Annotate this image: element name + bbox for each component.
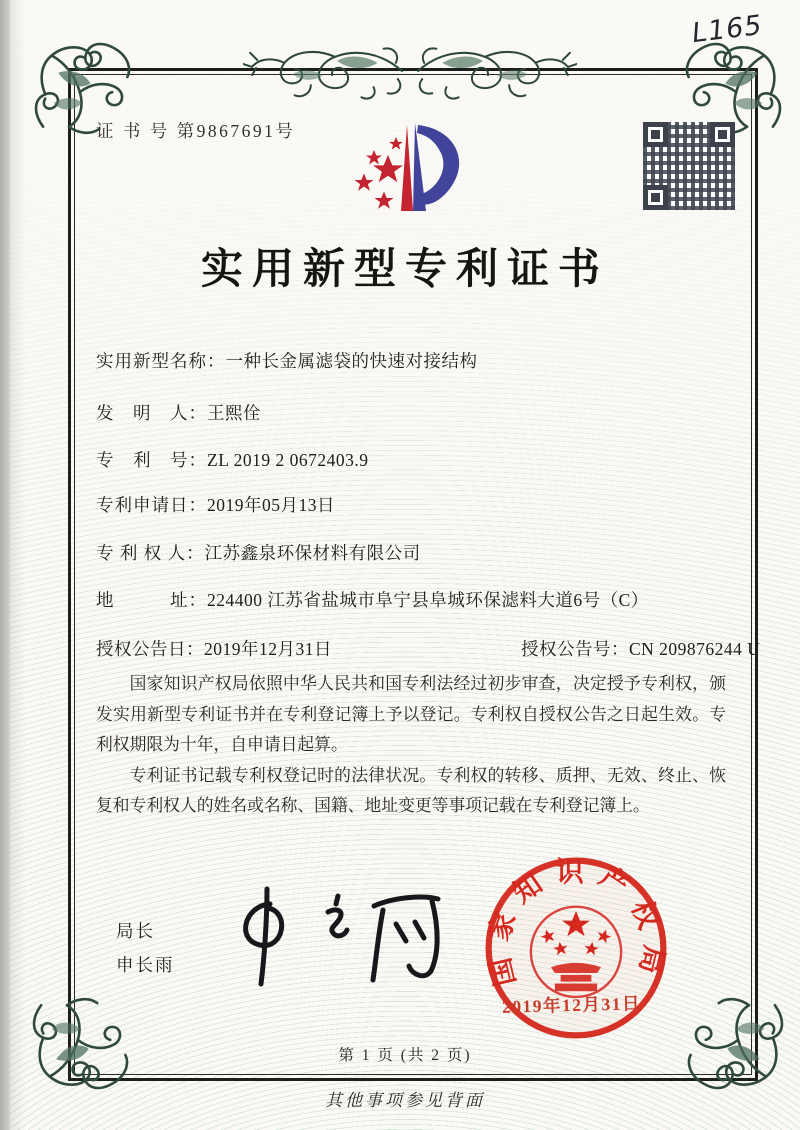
field-value: 江苏鑫泉环保材料有限公司 <box>204 543 421 563</box>
body-paragraph: 国家知识产权局依照中华人民共和国专利法经过初步审查，决定授予专利权，颁发实用新型专利证书并在专利登记簿上予以登记。专利权自授权公告之日起生效。专利权期限为十年，自申请日起算。 <box>96 674 726 755</box>
field-label: 专利申请日： <box>96 495 207 515</box>
corner-flourish-icon <box>682 988 790 1096</box>
handwritten-annotation: L165 <box>690 9 765 50</box>
signer-name: 申长雨 <box>116 955 175 976</box>
grant-number-label: 授权公告号： <box>521 639 629 659</box>
certificate-body <box>96 669 726 822</box>
seal-date: 2019年12月31日 <box>501 993 642 1017</box>
qr-finder-icon <box>710 122 735 147</box>
field-patentee <box>96 540 421 565</box>
body-paragraph: 专利证书记载专利权登记时的法律状况。专利权的转移、质押、无效、终止、恢复和专利权人的姓名或名称、国籍、地址变更等事项记载在专利登记簿上。 <box>96 765 726 816</box>
grant-date-label: 授权公告日： <box>96 639 204 659</box>
back-note: 其他事项参见背面 <box>325 1091 485 1110</box>
photo-edge-shadow <box>0 0 26 1130</box>
field-value: 2019年05月13日 <box>207 495 335 515</box>
qr-code <box>643 122 735 210</box>
field-utility-model-name <box>96 348 478 373</box>
signer-block <box>116 914 175 982</box>
cnipa-logo-icon <box>344 110 476 226</box>
field-label: 发 明 人： <box>96 403 207 423</box>
page-number: 第 1 页 (共 2 页) <box>338 1047 472 1064</box>
field-inventor <box>96 400 261 425</box>
certificate-title: 实用新型专利证书 <box>200 247 609 293</box>
field-address <box>96 587 649 612</box>
field-label: 实用新型名称： <box>96 351 226 371</box>
corner-flourish-icon <box>26 988 134 1096</box>
grant-number-value: CN 209876244 U <box>629 639 761 659</box>
field-patent-number <box>96 447 368 472</box>
field-grant-row <box>96 636 761 661</box>
grant-date-value: 2019年12月31日 <box>204 639 332 659</box>
field-label: 地 址： <box>96 590 207 610</box>
field-value: 224400 江苏省盐城市阜宁县阜城环保滤料大道6号（C） <box>207 590 649 610</box>
field-value: 一种长金属滤袋的快速对接结构 <box>225 351 478 371</box>
seal-arc-text: 国家知识产权局 <box>482 856 670 989</box>
qr-finder-icon <box>643 122 668 147</box>
field-label: 专 利 号： <box>96 450 207 470</box>
signature-icon <box>224 882 456 994</box>
field-application-date <box>96 492 335 517</box>
field-label: 专 利 权 人： <box>96 543 205 563</box>
signer-title: 局长 <box>116 921 155 941</box>
field-value: 王熙佺 <box>207 403 261 423</box>
certificate-paper <box>10 0 800 1130</box>
qr-finder-icon <box>643 185 668 210</box>
certificate-number: 证 书 号 第9867691号 <box>96 121 296 141</box>
field-value: ZL 2019 2 0672403.9 <box>207 450 369 470</box>
top-dragon-ornament-icon <box>243 40 577 102</box>
